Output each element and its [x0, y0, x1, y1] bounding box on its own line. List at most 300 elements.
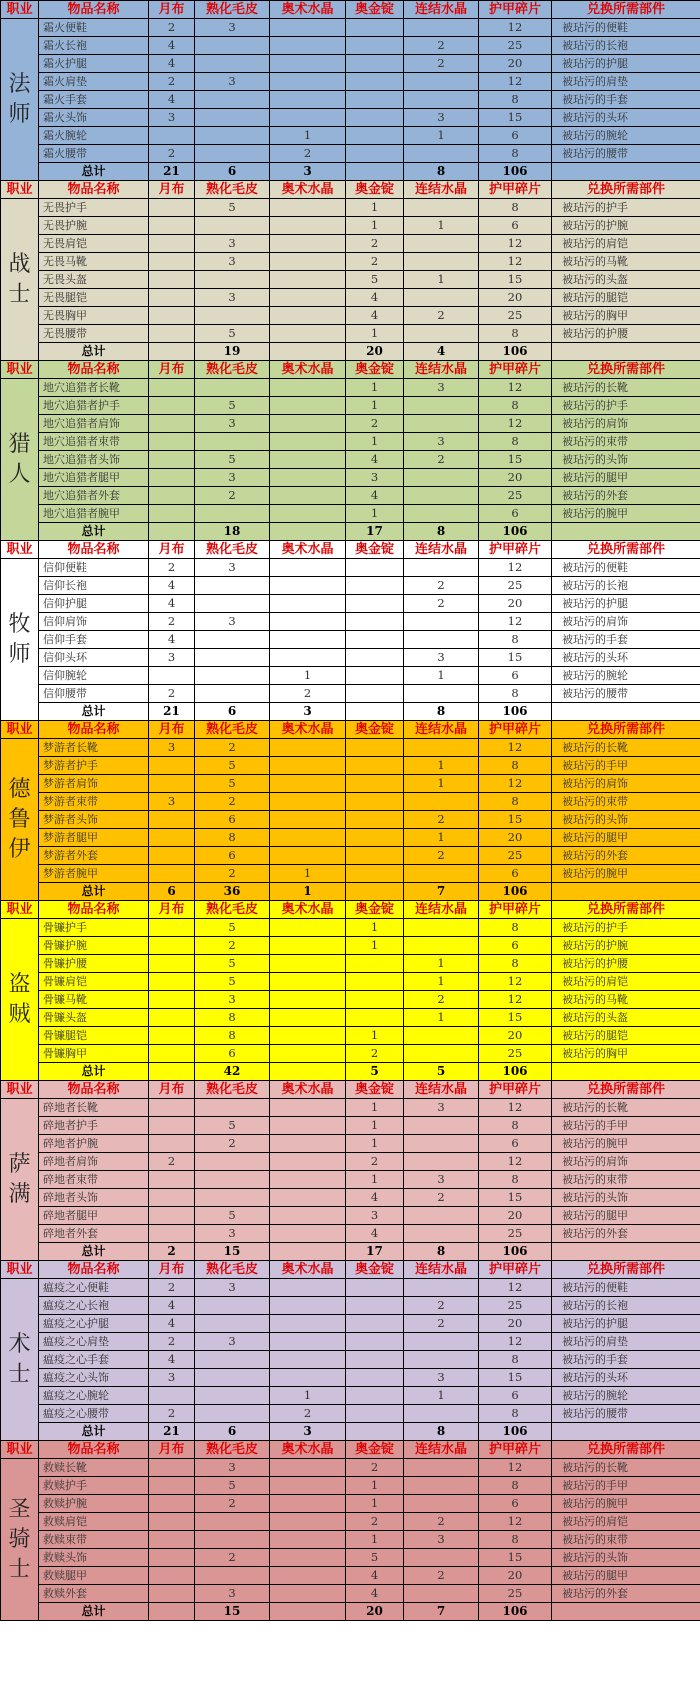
item-quantity: 2	[404, 55, 479, 73]
table-row	[1, 1045, 700, 1063]
total-label: 总计	[39, 883, 149, 901]
item-name: 无畏护手	[39, 199, 149, 217]
item-quantity: 12	[479, 253, 552, 271]
table-row	[1, 1027, 700, 1045]
item-quantity: 3	[149, 1369, 195, 1387]
column-header: 护甲碎片	[479, 1441, 552, 1459]
total-value	[346, 1423, 404, 1441]
item-quantity	[149, 1207, 195, 1225]
item-quantity	[149, 865, 195, 883]
table-row	[1, 973, 700, 991]
item-quantity	[270, 955, 346, 973]
item-quantity: 4	[346, 289, 404, 307]
required-part: 被玷污的腕甲	[552, 505, 700, 523]
column-header: 兑换所需部件	[552, 1, 700, 19]
item-quantity	[149, 1459, 195, 1477]
item-quantity	[346, 973, 404, 991]
required-part: 被玷污的腿铠	[552, 1027, 700, 1045]
item-quantity: 4	[149, 1315, 195, 1333]
column-header: 月布	[149, 181, 195, 199]
item-quantity	[404, 865, 479, 883]
total-value	[149, 1603, 195, 1621]
total-row	[1, 1603, 700, 1621]
item-name: 霜火护腿	[39, 55, 149, 73]
column-header: 物品名称	[39, 901, 149, 919]
column-header: 职业	[1, 721, 39, 739]
item-quantity	[195, 55, 270, 73]
column-header: 熟化毛皮	[195, 1081, 270, 1099]
item-quantity: 3	[404, 1369, 479, 1387]
item-quantity	[149, 1549, 195, 1567]
empty-cell	[552, 523, 700, 541]
item-name: 救赎腿甲	[39, 1567, 149, 1585]
item-quantity	[270, 1225, 346, 1243]
column-header: 连结水晶	[404, 541, 479, 559]
item-quantity: 2	[195, 487, 270, 505]
item-quantity: 1	[346, 379, 404, 397]
item-quantity: 2	[404, 577, 479, 595]
required-part: 被玷污的肩垫	[552, 1333, 700, 1351]
item-quantity	[270, 1099, 346, 1117]
column-header: 物品名称	[39, 1, 149, 19]
item-quantity	[195, 145, 270, 163]
item-quantity: 8	[479, 1405, 552, 1423]
item-quantity	[346, 667, 404, 685]
item-name: 碎地者头饰	[39, 1189, 149, 1207]
required-part: 被玷污的外套	[552, 1225, 700, 1243]
required-part: 被玷污的长靴	[552, 1459, 700, 1477]
item-name: 梦游者肩饰	[39, 775, 149, 793]
item-quantity: 1	[346, 937, 404, 955]
item-quantity	[270, 919, 346, 937]
item-quantity: 4	[149, 1351, 195, 1369]
item-name: 地穴追猎者腿甲	[39, 469, 149, 487]
item-quantity	[149, 379, 195, 397]
item-quantity	[195, 1369, 270, 1387]
total-value: 18	[195, 523, 270, 541]
column-header: 职业	[1, 1261, 39, 1279]
required-part: 被玷污的胸甲	[552, 307, 700, 325]
required-part: 被玷污的肩饰	[552, 415, 700, 433]
required-part: 被玷污的头盔	[552, 271, 700, 289]
item-quantity: 2	[404, 847, 479, 865]
item-quantity	[346, 127, 404, 145]
item-quantity: 20	[479, 289, 552, 307]
item-quantity: 20	[479, 829, 552, 847]
column-header: 连结水晶	[404, 181, 479, 199]
total-value: 3	[270, 163, 346, 181]
item-quantity: 2	[195, 1495, 270, 1513]
required-part: 被玷污的肩铠	[552, 1513, 700, 1531]
total-value: 106	[479, 1063, 552, 1081]
table-row	[1, 1351, 700, 1369]
item-quantity: 1	[346, 1135, 404, 1153]
item-quantity: 2	[149, 613, 195, 631]
item-quantity	[346, 739, 404, 757]
column-header: 月布	[149, 1, 195, 19]
table-row	[1, 1189, 700, 1207]
total-value: 106	[479, 1603, 552, 1621]
item-name: 信仰肩饰	[39, 613, 149, 631]
total-value: 21	[149, 163, 195, 181]
item-name: 骨镰腿铠	[39, 1027, 149, 1045]
item-quantity: 12	[479, 73, 552, 91]
item-quantity: 6	[479, 1135, 552, 1153]
item-quantity: 3	[195, 289, 270, 307]
item-quantity: 2	[195, 1549, 270, 1567]
item-quantity: 6	[195, 1045, 270, 1063]
column-header: 奥金锭	[346, 1081, 404, 1099]
column-header: 月布	[149, 1261, 195, 1279]
item-quantity	[270, 253, 346, 271]
item-quantity	[195, 271, 270, 289]
total-value: 5	[346, 1063, 404, 1081]
table-row	[1, 991, 700, 1009]
total-row	[1, 1243, 700, 1261]
item-quantity	[149, 415, 195, 433]
item-quantity: 4	[346, 307, 404, 325]
item-name: 梦游者护手	[39, 757, 149, 775]
total-value: 21	[149, 703, 195, 721]
item-quantity: 8	[479, 757, 552, 775]
item-quantity	[404, 1027, 479, 1045]
table-row	[1, 397, 700, 415]
item-quantity	[195, 1567, 270, 1585]
item-quantity	[270, 631, 346, 649]
item-name: 碎地者护腕	[39, 1135, 149, 1153]
header-row	[1, 1, 700, 19]
item-quantity: 12	[479, 19, 552, 37]
item-quantity	[346, 595, 404, 613]
column-header: 奥术水晶	[270, 1081, 346, 1099]
item-quantity: 1	[270, 1387, 346, 1405]
item-quantity: 3	[404, 1531, 479, 1549]
item-name: 无畏胸甲	[39, 307, 149, 325]
total-value: 106	[479, 883, 552, 901]
item-quantity: 6	[479, 127, 552, 145]
column-header: 月布	[149, 1441, 195, 1459]
table-row	[1, 1549, 700, 1567]
item-quantity	[270, 757, 346, 775]
item-quantity	[346, 55, 404, 73]
item-quantity: 6	[195, 811, 270, 829]
table-row	[1, 955, 700, 973]
table-row	[1, 1333, 700, 1351]
item-name: 救赎外套	[39, 1585, 149, 1603]
item-name: 信仰头环	[39, 649, 149, 667]
profession-label: 萨满	[1, 1099, 39, 1261]
item-quantity: 2	[149, 73, 195, 91]
item-quantity: 15	[479, 271, 552, 289]
table-row	[1, 199, 700, 217]
item-name: 地穴追猎者外套	[39, 487, 149, 505]
column-header: 护甲碎片	[479, 1081, 552, 1099]
required-part: 被玷污的外套	[552, 487, 700, 505]
item-quantity	[270, 1585, 346, 1603]
item-quantity: 3	[404, 1099, 479, 1117]
item-quantity: 12	[479, 559, 552, 577]
item-quantity: 5	[195, 325, 270, 343]
item-name: 救赎长靴	[39, 1459, 149, 1477]
item-quantity: 2	[195, 937, 270, 955]
table-row	[1, 811, 700, 829]
item-quantity	[270, 973, 346, 991]
item-quantity	[270, 1495, 346, 1513]
item-quantity: 4	[149, 577, 195, 595]
item-quantity: 4	[149, 55, 195, 73]
item-quantity: 1	[346, 1495, 404, 1513]
total-label: 总计	[39, 1243, 149, 1261]
item-quantity: 8	[479, 685, 552, 703]
table-row	[1, 91, 700, 109]
item-quantity: 1	[346, 1099, 404, 1117]
item-quantity	[270, 559, 346, 577]
total-row	[1, 163, 700, 181]
required-part: 被玷污的腰带	[552, 1405, 700, 1423]
item-quantity: 6	[479, 1387, 552, 1405]
required-part: 被玷污的便鞋	[552, 1279, 700, 1297]
item-name: 碎地者外套	[39, 1225, 149, 1243]
item-quantity: 12	[479, 1279, 552, 1297]
item-quantity: 6	[479, 505, 552, 523]
table-row	[1, 1315, 700, 1333]
item-quantity	[149, 1513, 195, 1531]
total-row	[1, 523, 700, 541]
item-quantity	[404, 91, 479, 109]
total-value	[149, 343, 195, 361]
item-name: 霜火便鞋	[39, 19, 149, 37]
required-part: 被玷污的腿甲	[552, 1207, 700, 1225]
header-row	[1, 901, 700, 919]
item-quantity: 2	[404, 811, 479, 829]
item-quantity	[270, 1135, 346, 1153]
required-part: 被玷污的肩饰	[552, 1153, 700, 1171]
column-header: 职业	[1, 1, 39, 19]
item-name: 骨镰护腰	[39, 955, 149, 973]
item-quantity: 6	[479, 1495, 552, 1513]
table-row	[1, 127, 700, 145]
item-quantity	[404, 1207, 479, 1225]
item-quantity	[149, 505, 195, 523]
item-quantity: 2	[270, 1405, 346, 1423]
item-name: 救赎护手	[39, 1477, 149, 1495]
item-quantity	[346, 865, 404, 883]
item-quantity: 1	[346, 1531, 404, 1549]
item-name: 骨镰护手	[39, 919, 149, 937]
item-quantity	[270, 109, 346, 127]
required-part: 被玷污的便鞋	[552, 19, 700, 37]
item-quantity: 25	[479, 1297, 552, 1315]
required-part: 被玷污的束带	[552, 793, 700, 811]
total-row	[1, 883, 700, 901]
column-header: 物品名称	[39, 181, 149, 199]
item-quantity: 2	[149, 19, 195, 37]
item-quantity: 4	[346, 1189, 404, 1207]
header-row	[1, 361, 700, 379]
item-quantity	[195, 1315, 270, 1333]
table-row	[1, 307, 700, 325]
table-row	[1, 613, 700, 631]
item-quantity	[270, 1513, 346, 1531]
item-quantity	[270, 1117, 346, 1135]
item-quantity	[404, 469, 479, 487]
item-quantity: 12	[479, 991, 552, 1009]
item-quantity: 8	[479, 1171, 552, 1189]
item-name: 骨镰胸甲	[39, 1045, 149, 1063]
item-quantity	[404, 631, 479, 649]
table-row	[1, 829, 700, 847]
item-quantity	[404, 937, 479, 955]
item-quantity: 3	[346, 469, 404, 487]
required-part: 被玷污的长靴	[552, 1099, 700, 1117]
item-quantity	[270, 1045, 346, 1063]
total-value: 19	[195, 343, 270, 361]
item-quantity: 3	[149, 109, 195, 127]
table-row	[1, 847, 700, 865]
column-header: 奥金锭	[346, 721, 404, 739]
profession-label: 圣骑士	[1, 1459, 39, 1621]
column-header: 熟化毛皮	[195, 1, 270, 19]
item-quantity: 4	[346, 1585, 404, 1603]
item-quantity: 2	[404, 1297, 479, 1315]
required-part: 被玷污的手套	[552, 631, 700, 649]
empty-cell	[552, 703, 700, 721]
item-quantity: 4	[346, 451, 404, 469]
column-header: 奥术水晶	[270, 1261, 346, 1279]
item-name: 无畏头盔	[39, 271, 149, 289]
item-quantity	[270, 1189, 346, 1207]
item-quantity	[404, 199, 479, 217]
table-row	[1, 145, 700, 163]
total-value: 20	[346, 343, 404, 361]
item-quantity: 15	[479, 649, 552, 667]
item-quantity	[404, 739, 479, 757]
column-header: 奥术水晶	[270, 181, 346, 199]
item-quantity: 6	[195, 847, 270, 865]
profession-label: 牧师	[1, 559, 39, 721]
table-row	[1, 685, 700, 703]
table-row	[1, 1171, 700, 1189]
item-quantity: 25	[479, 577, 552, 595]
item-name: 救赎护腕	[39, 1495, 149, 1513]
total-value: 106	[479, 1423, 552, 1441]
required-part: 被玷污的长靴	[552, 739, 700, 757]
table-row	[1, 1513, 700, 1531]
item-quantity	[149, 847, 195, 865]
item-quantity: 8	[195, 1009, 270, 1027]
empty-cell	[552, 343, 700, 361]
item-quantity: 6	[479, 667, 552, 685]
column-header: 物品名称	[39, 1081, 149, 1099]
item-quantity	[404, 919, 479, 937]
item-quantity	[346, 577, 404, 595]
column-header: 兑换所需部件	[552, 361, 700, 379]
item-name: 碎地者束带	[39, 1171, 149, 1189]
item-name: 霜火肩垫	[39, 73, 149, 91]
item-quantity: 2	[404, 991, 479, 1009]
table-row	[1, 109, 700, 127]
item-quantity: 1	[346, 199, 404, 217]
required-part: 被玷污的腕轮	[552, 127, 700, 145]
item-quantity: 25	[479, 487, 552, 505]
item-quantity	[149, 1099, 195, 1117]
column-header: 连结水晶	[404, 721, 479, 739]
total-value	[346, 703, 404, 721]
item-quantity	[404, 685, 479, 703]
total-value: 106	[479, 523, 552, 541]
item-name: 地穴追猎者护手	[39, 397, 149, 415]
item-quantity	[149, 991, 195, 1009]
item-name: 霜火腰带	[39, 145, 149, 163]
table-row	[1, 919, 700, 937]
column-header: 连结水晶	[404, 1081, 479, 1099]
item-quantity	[404, 73, 479, 91]
column-header: 职业	[1, 361, 39, 379]
table-row	[1, 1279, 700, 1297]
total-value: 6	[149, 883, 195, 901]
item-quantity: 2	[149, 1279, 195, 1297]
item-quantity: 1	[404, 973, 479, 991]
item-quantity: 4	[149, 595, 195, 613]
total-value: 106	[479, 1243, 552, 1261]
item-quantity: 3	[195, 559, 270, 577]
item-quantity	[149, 217, 195, 235]
item-name: 无畏肩铠	[39, 235, 149, 253]
item-quantity: 8	[479, 631, 552, 649]
item-quantity	[404, 793, 479, 811]
item-quantity: 12	[479, 613, 552, 631]
item-quantity	[404, 1477, 479, 1495]
column-header: 熟化毛皮	[195, 1441, 270, 1459]
item-quantity	[404, 1333, 479, 1351]
item-quantity: 8	[479, 1531, 552, 1549]
item-quantity	[149, 289, 195, 307]
item-quantity	[404, 1351, 479, 1369]
item-quantity: 1	[404, 757, 479, 775]
column-header: 熟化毛皮	[195, 901, 270, 919]
item-quantity	[404, 289, 479, 307]
item-quantity	[346, 685, 404, 703]
item-quantity: 12	[479, 739, 552, 757]
item-quantity	[346, 955, 404, 973]
table-row	[1, 487, 700, 505]
item-quantity	[404, 1405, 479, 1423]
item-quantity	[270, 1459, 346, 1477]
item-quantity: 3	[195, 73, 270, 91]
item-name: 瘟疫之心头饰	[39, 1369, 149, 1387]
item-quantity	[270, 217, 346, 235]
item-quantity	[149, 1531, 195, 1549]
total-value: 1	[270, 883, 346, 901]
item-quantity: 2	[346, 1045, 404, 1063]
item-quantity	[149, 757, 195, 775]
required-part: 被玷污的腕甲	[552, 1135, 700, 1153]
item-quantity	[270, 577, 346, 595]
item-quantity	[149, 1225, 195, 1243]
profession-label: 德鲁伊	[1, 739, 39, 901]
item-quantity: 3	[195, 1459, 270, 1477]
required-part: 被玷污的肩饰	[552, 775, 700, 793]
required-part: 被玷污的护手	[552, 919, 700, 937]
item-quantity: 8	[195, 829, 270, 847]
total-value	[270, 1063, 346, 1081]
required-part: 被玷污的头环	[552, 649, 700, 667]
item-quantity	[149, 811, 195, 829]
item-quantity	[149, 469, 195, 487]
item-quantity	[346, 631, 404, 649]
required-part: 被玷污的护腕	[552, 217, 700, 235]
column-header: 兑换所需部件	[552, 541, 700, 559]
